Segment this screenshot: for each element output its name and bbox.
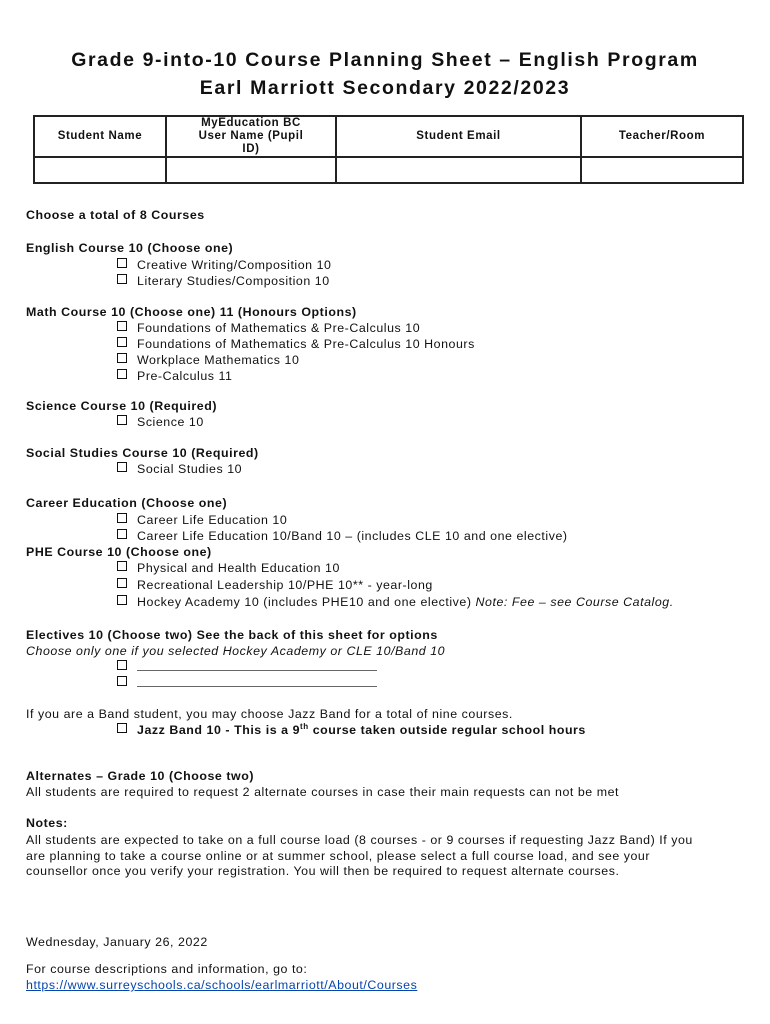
phe-option[interactable]: Physical and Health Education 10 <box>117 561 340 575</box>
elective-blank[interactable] <box>117 676 377 690</box>
checkbox-icon[interactable] <box>117 578 127 588</box>
notes-heading: Notes: <box>26 816 68 830</box>
page-title: Grade 9-into-10 Course Planning Sheet – English Program <box>71 49 699 71</box>
intro-heading: Choose a total of 8 Courses <box>26 208 205 222</box>
checkbox-icon[interactable] <box>117 660 127 670</box>
social-studies-option[interactable]: Social Studies 10 <box>117 462 242 476</box>
phe-option[interactable]: Hockey Academy 10 (includes PHE10 and one elective) Note: Fee – see Course Catalog. <box>117 595 674 609</box>
jazz-band-option[interactable]: Jazz Band 10 - This is a 9th course taken outside regular school hours <box>117 722 586 737</box>
math-option[interactable]: Foundations of Mathematics & Pre-Calculus 10 <box>117 321 420 335</box>
notes-line: are planning to take a course online or at summer school, please select a full course load, and see your <box>26 849 651 863</box>
document-date: Wednesday, January 26, 2022 <box>26 935 208 949</box>
checkbox-icon[interactable] <box>117 321 127 331</box>
checkbox-icon[interactable] <box>117 274 127 284</box>
alternates-text: All students are required to request 2 alternate courses in case their main requests can not be met <box>26 785 620 799</box>
checkbox-icon[interactable] <box>117 462 127 472</box>
checkbox-icon[interactable] <box>117 513 127 523</box>
checkbox-icon[interactable] <box>117 415 127 425</box>
elective-write-in-line[interactable] <box>137 677 377 687</box>
english-heading: English Course 10 (Choose one) <box>26 241 234 255</box>
science-option[interactable]: Science 10 <box>117 415 204 429</box>
myeducation-id-field[interactable] <box>166 157 336 183</box>
electives-subheading: Choose only one if you selected Hockey Academy or CLE 10/Band 10 <box>26 644 446 658</box>
checkbox-icon[interactable] <box>117 595 127 605</box>
career-heading: Career Education (Choose one) <box>26 496 228 510</box>
notes-line: counsellor once you verify your registration. You will then be required to request alternate courses. <box>26 864 620 878</box>
student-email-header: Student Email <box>336 116 581 157</box>
teacher-room-field[interactable] <box>581 157 743 183</box>
math-option[interactable]: Foundations of Mathematics & Pre-Calculus 10 Honours <box>117 337 475 351</box>
electives-heading: Electives 10 (Choose two) See the back of this sheet for options <box>26 628 438 642</box>
social-studies-heading: Social Studies Course 10 (Required) <box>26 446 259 460</box>
student-email-field[interactable] <box>336 157 581 183</box>
checkbox-icon[interactable] <box>117 337 127 347</box>
teacher-room-header: Teacher/Room <box>581 116 743 157</box>
career-option[interactable]: Career Life Education 10/Band 10 – (includes CLE 10 and one elective) <box>117 529 568 543</box>
elective-write-in-line[interactable] <box>137 661 377 671</box>
course-info-link-row <box>26 978 417 992</box>
phe-heading: PHE Course 10 (Choose one) <box>26 545 212 559</box>
checkbox-icon[interactable] <box>117 258 127 268</box>
english-option[interactable]: Literary Studies/Composition 10 <box>117 274 330 288</box>
english-option[interactable]: Creative Writing/Composition 10 <box>117 258 332 272</box>
student-name-field[interactable] <box>34 157 166 183</box>
math-option[interactable]: Pre-Calculus 11 <box>117 369 232 383</box>
checkbox-icon[interactable] <box>117 561 127 571</box>
science-heading: Science Course 10 (Required) <box>26 399 217 413</box>
student-info-table <box>33 115 744 184</box>
career-option[interactable]: Career Life Education 10 <box>117 513 287 527</box>
page-subtitle: Earl Marriott Secondary 2022/2023 <box>199 77 571 99</box>
notes-line: All students are expected to take on a full course load (8 courses - or 9 courses if requesting Jazz Band) If you <box>26 833 693 847</box>
band-note: If you are a Band student, you may choose Jazz Band for a total of nine courses. <box>26 707 513 721</box>
checkbox-icon[interactable] <box>117 723 127 733</box>
elective-blank[interactable] <box>117 660 377 674</box>
course-info-link[interactable]: https://www.surreyschools.ca/schools/earlmarriott/About/Courses <box>26 978 418 992</box>
student-name-header: Student Name <box>34 116 166 157</box>
checkbox-icon[interactable] <box>117 353 127 363</box>
course-info-text: For course descriptions and information, go to: <box>26 962 308 976</box>
hockey-fee-note: Note: Fee – see Course Catalog. <box>475 595 674 609</box>
alternates-heading: Alternates – Grade 10 (Choose two) <box>26 769 255 783</box>
math-heading: Math Course 10 (Choose one) 11 (Honours Options) <box>26 305 357 319</box>
checkbox-icon[interactable] <box>117 369 127 379</box>
checkbox-icon[interactable] <box>117 529 127 539</box>
phe-option[interactable]: Recreational Leadership 10/PHE 10** - year-long <box>117 578 433 592</box>
checkbox-icon[interactable] <box>117 676 127 686</box>
math-option[interactable]: Workplace Mathematics 10 <box>117 353 299 367</box>
myeducation-id-header: MyEducation BC User Name (Pupil ID) <box>166 116 336 157</box>
